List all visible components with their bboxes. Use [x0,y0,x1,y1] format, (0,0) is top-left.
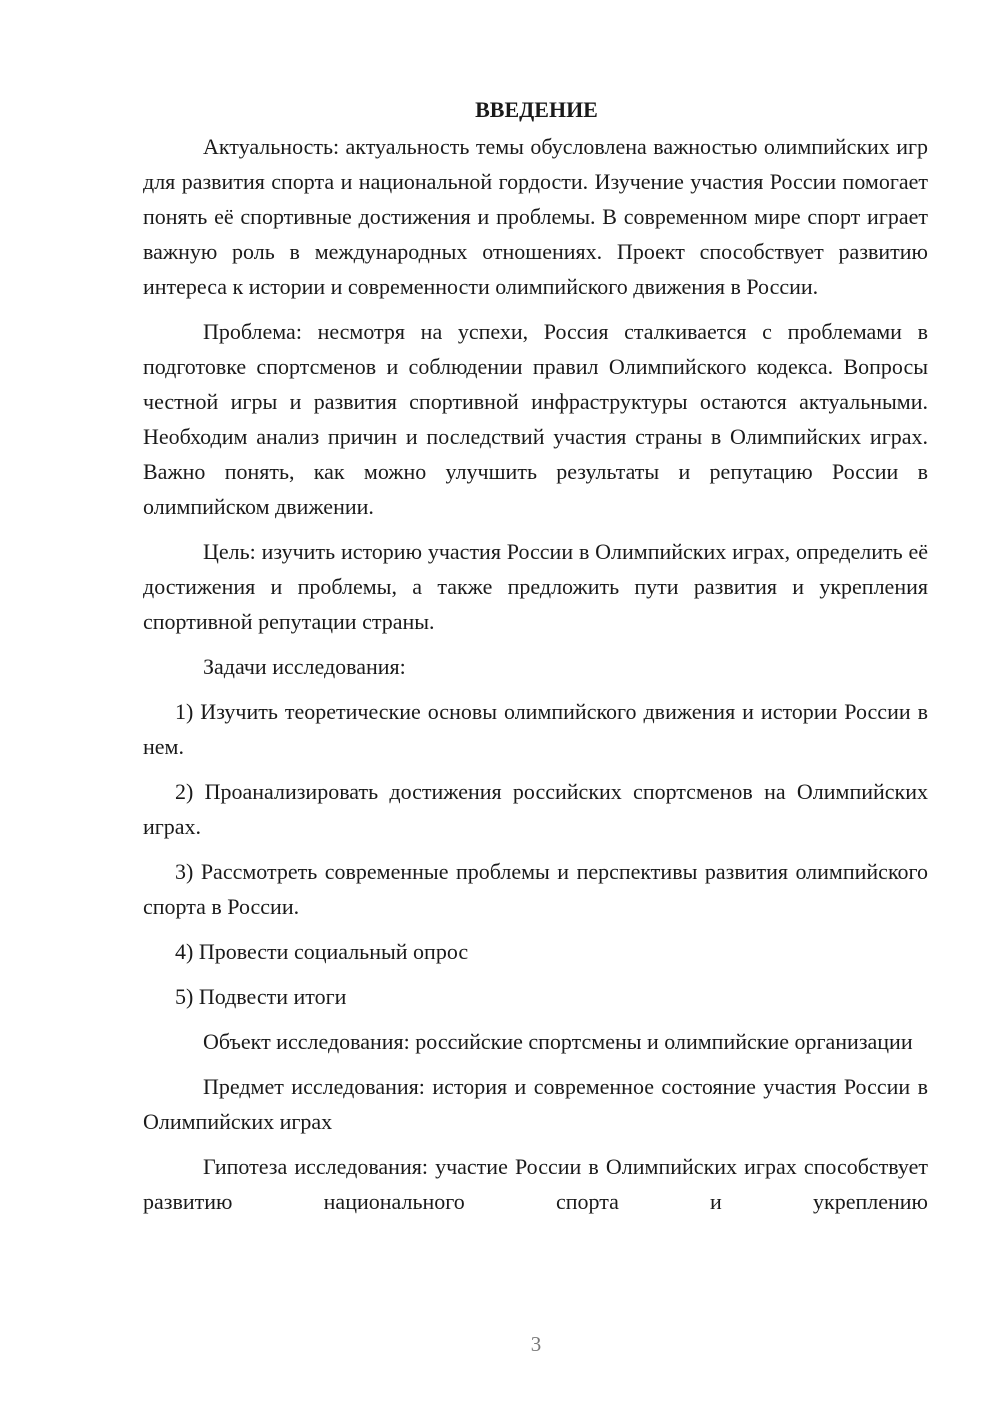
page-number: 3 [530,1332,542,1356]
task-item-3: 3) Рассмотреть современные проблемы и перспективы развития олимпийского спорта в России. [143,859,928,919]
paragraph-subject: Предмет исследования: история и современное состояние участия России в Олимпийских играх [143,1074,928,1134]
task-item-1: 1) Изучить теоретические основы олимпийского движения и истории России в нем. [143,699,928,759]
document-page [143,92,928,1219]
paragraph-object: Объект исследования: российские спортсмены и олимпийские организации [203,1029,913,1054]
paragraph-relevance: Актуальность: актуальность темы обусловлена важностью олимпийских игр для развития спорта и национальной гордости. Изучение участия России помогает понять её спортивные достижения и проблемы. В современном мире спорт играет важную роль в международных отношениях. Проект способствует развитию интереса к истории и современности олимпийского движения в России. [143,134,928,299]
task-item-2: 2) Проанализировать достижения российских спортсменов на Олимпийских играх. [143,779,928,839]
task-item-5: 5) Подвести итоги [175,984,347,1009]
tasks-title: Задачи исследования: [203,654,406,679]
page-title: ВВЕДЕНИЕ [475,97,598,122]
paragraph-problem: Проблема: несмотря на успехи, Россия сталкивается с проблемами в подготовке спортсменов и соблюдении правил Олимпийского кодекса. Вопросы честной игры и развития спортивной инфраструктуры остаются актуальными. Необходим анализ причин и последствий участия страны в Олимпийских играх. Важно понять, как можно улучшить результаты и репутацию России в олимпийском движении. [143,319,928,519]
paragraph-hypothesis: Гипотеза исследования: участие России в Олимпийских играх способствует развитию национального спорта и укреплению [143,1154,928,1214]
task-item-4: 4) Провести социальный опрос [175,939,469,964]
paragraph-goal: Цель: изучить историю участия России в Олимпийских играх, определить её достижения и проблемы, а также предложить пути развития и укрепления спортивной репутации страны. [143,539,928,634]
